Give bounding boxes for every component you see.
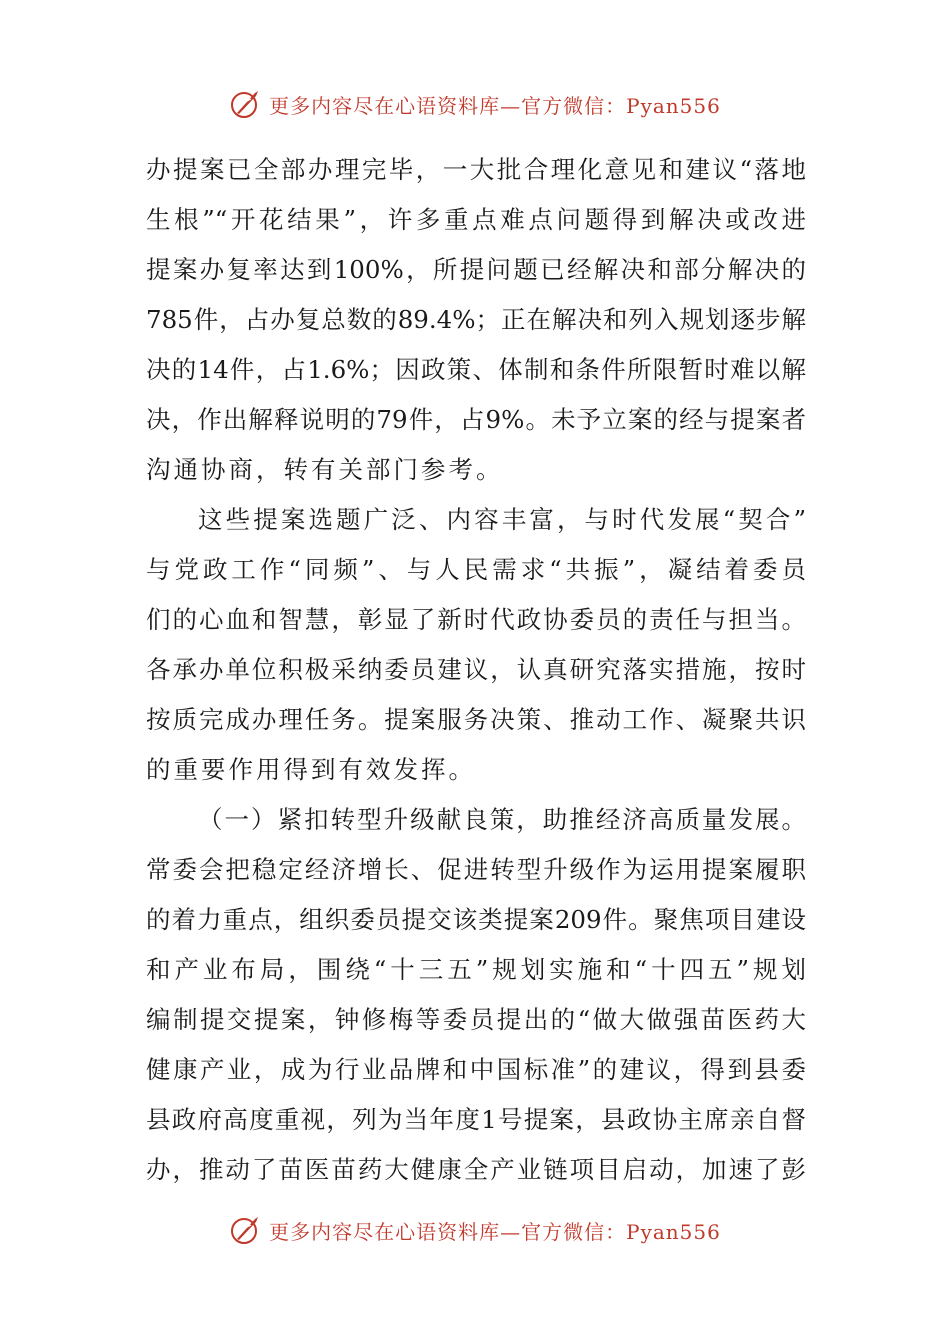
body-line: 785件，占办复总数的89.4%；正在解决和列入规划逐步解 (146, 305, 806, 334)
quill-logo-icon (229, 87, 263, 121)
body-line: 的着力重点，组织委员提交该类提案209件。聚焦项目建设 (146, 905, 806, 934)
body-line: 决的14件，占1.6%；因政策、体制和条件所限暂时难以解 (146, 355, 806, 384)
footer-watermark-text: 更多内容尽在心语资料库—官方微信：Pyan556 (269, 1219, 721, 1244)
body-line: 编制提交提案，钟修梅等委员提出的“做大做强苗医药大 (146, 1005, 806, 1034)
header-watermark-inner (229, 87, 721, 121)
body-line: 生根”“开花结果”，许多重点难点问题得到解决或改进 (146, 205, 806, 234)
body-line: 们的心血和智慧，彰显了新时代政协委员的责任与担当。 (146, 605, 806, 634)
body-line: 县政府高度重视，列为当年度1号提案，县政协主席亲自督 (146, 1105, 806, 1134)
body-line: 决，作出解释说明的79件，占9%。未予立案的经与提案者 (146, 405, 806, 434)
body-line: 按质完成办理任务。提案服务决策、推动工作、凝聚共识 (146, 705, 806, 734)
body-line: 健康产业，成为行业品牌和中国标准”的建议，得到县委 (146, 1055, 806, 1084)
body-line: 常委会把稳定经济增长、促进转型升级作为运用提案履职 (146, 855, 806, 884)
header-watermark-banner (0, 84, 950, 124)
body-line: 与党政工作“同频”、与人民需求“共振”，凝结着委员 (146, 555, 806, 584)
quill-logo-icon (229, 1213, 263, 1247)
footer-watermark-banner (0, 1210, 950, 1250)
section-heading: （一）紧扣转型升级献良策，助推经济高质量发展。 (198, 805, 806, 834)
body-line: 这些提案选题广泛、内容丰富，与时代发展“契合” (198, 505, 806, 534)
document-body (146, 145, 806, 1195)
body-line: 办，推动了苗医苗药大健康全产业链项目启动，加速了彭 (146, 1155, 806, 1184)
body-line: 沟通协商，转有关部门参考。 (146, 455, 504, 484)
body-line: 的重要作用得到有效发挥。 (146, 755, 476, 784)
body-line: 各承办单位积极采纳委员建议，认真研究落实措施，按时 (146, 655, 806, 684)
header-watermark-text: 更多内容尽在心语资料库—官方微信：Pyan556 (269, 93, 721, 118)
body-line: 和产业布局，围绕“十三五”规划实施和“十四五”规划 (146, 955, 806, 984)
body-line: 办提案已全部办理完毕，一大批合理化意见和建议“落地 (146, 155, 806, 184)
body-line: 提案办复率达到100%，所提问题已经解决和部分解决的 (146, 255, 806, 284)
footer-watermark-inner (229, 1213, 721, 1247)
